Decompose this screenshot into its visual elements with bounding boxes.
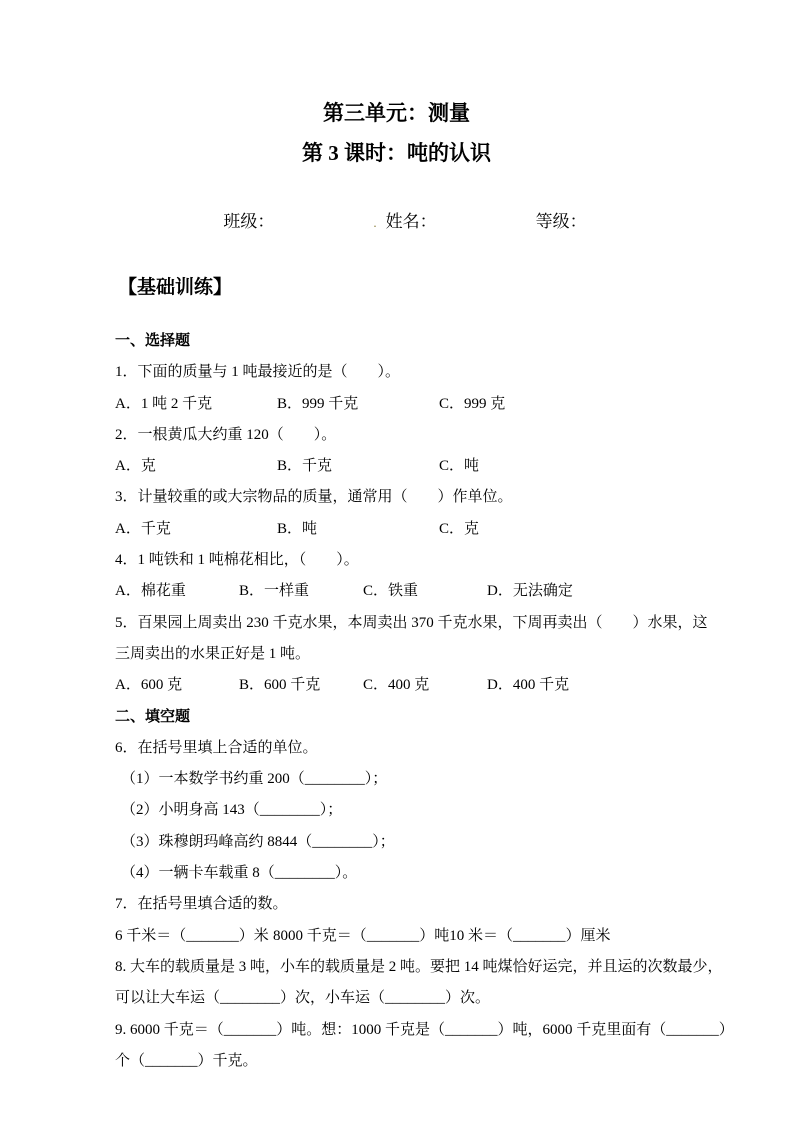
sub-question-line: （1）一本数学书约重 200（________）； <box>121 771 388 788</box>
question-line: 三周卖出的水果正好是 1 吨。 <box>115 645 311 662</box>
option-item: B．一样重 <box>239 583 310 600</box>
option-item: D．无法确定 <box>487 583 573 600</box>
fill-blank-item: 8000 千克＝（_______）吨 <box>273 927 450 944</box>
sub-question-line: （3）珠穆朗玛峰高约 8844（________）； <box>121 833 395 850</box>
fill-number-row <box>115 921 693 952</box>
option-item: C．400 克 <box>363 677 430 694</box>
section-heading: 二、填空题 <box>115 708 191 725</box>
class-label: 班级： <box>223 212 275 231</box>
worksheet-body <box>115 326 734 1077</box>
question-line: 6．在括号里填上合适的单位。 <box>115 739 318 756</box>
option-item: B．吨 <box>277 520 318 537</box>
option-item: B．600 千克 <box>239 677 321 694</box>
option-item: C．吨 <box>439 458 480 475</box>
question-line: 1．下面的质量与 1 吨最接近的是（ ）。 <box>115 364 401 381</box>
sub-question-line: （2）小明身高 143（________）； <box>121 802 343 819</box>
option-item: C．克 <box>439 520 480 537</box>
question-line: 5．百果园上周卖出 230 千克水果，本周卖出 370 千克水果，下周再卖出（ ）水果，这 <box>115 614 708 631</box>
option-item: A．千克 <box>115 520 171 537</box>
option-item: C．999 克 <box>439 395 506 412</box>
basic-training-heading: 【基础训练】 <box>118 277 233 298</box>
question-line: 3．计量较重的或大宗物品的质量，通常用（ ）作单位。 <box>115 489 513 506</box>
option-item: A．克 <box>115 458 156 475</box>
lesson-title: 第 3 课时：吨的认识 <box>302 141 491 165</box>
student-info-row <box>0 186 793 259</box>
option-row <box>115 514 693 545</box>
class-blank <box>274 226 373 227</box>
spacer <box>377 226 386 227</box>
option-item: A．600 克 <box>115 677 183 694</box>
question-line: 2．一根黄瓜大约重 120（ ）。 <box>115 426 337 443</box>
name-label: 姓名： <box>385 212 437 231</box>
grade-label: 等级： <box>535 212 587 231</box>
option-row <box>115 389 693 420</box>
option-row <box>115 670 693 701</box>
question-line: 4．1 吨铁和 1 吨棉花相比，（ ）。 <box>115 552 359 569</box>
question-line: 可以让大车运（________）次，小车运（________）次。 <box>115 990 491 1007</box>
name-blank <box>437 226 536 227</box>
option-row <box>115 451 693 482</box>
question-line: 7．在括号里填合适的数。 <box>115 896 288 913</box>
question-line: 个（_______）千克。 <box>115 1052 258 1069</box>
option-item: A．1 吨 2 千克 <box>115 395 213 412</box>
stray-dot: . <box>373 215 377 230</box>
question-line: 9. 6000 千克＝（_______）吨。想：1000 千克是（_______）吨，6000 千克里面有（_______） <box>115 1021 734 1038</box>
unit-title: 第三单元：测量 <box>323 101 470 125</box>
option-row <box>115 576 693 607</box>
question-line: 8. 大车的载质量是 3 吨，小车的载质量是 2 吨。要把 14 吨煤恰好运完，并且运的次数最少， <box>115 958 723 975</box>
option-item: D．400 千克 <box>487 677 570 694</box>
fill-blank-item: 6 千米＝（_______）米 <box>115 927 269 944</box>
fill-blank-item: 10 米＝（_______）厘米 <box>449 927 611 944</box>
section-heading: 一、选择题 <box>115 333 191 349</box>
option-item: B．千克 <box>277 458 333 475</box>
option-item: B．999 千克 <box>277 395 359 412</box>
sub-question-line: （4）一辆卡车载重 8（________）。 <box>121 865 358 882</box>
option-item: A．棉花重 <box>115 583 186 600</box>
option-item: C．铁重 <box>363 583 419 600</box>
